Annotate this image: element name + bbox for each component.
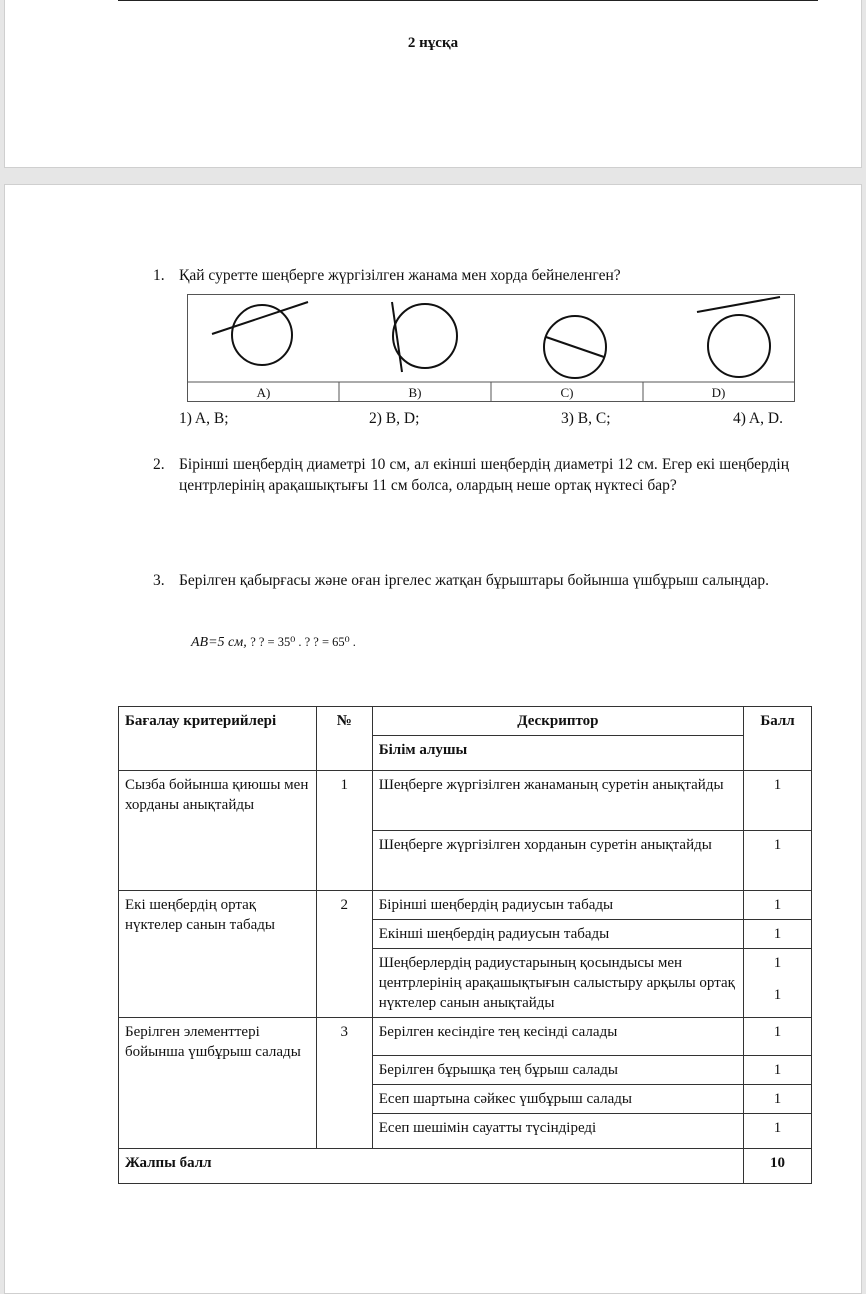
figure-label-a: A): [256, 385, 271, 400]
score-value: 1: [773, 955, 782, 971]
descriptor-cell: Есеп шартына сәйкес үшбұрыш салады: [372, 1085, 743, 1114]
score-cell: 1: [744, 1018, 812, 1056]
score-cell: 1: [744, 920, 812, 949]
variant-title: 2 нұсқа: [407, 35, 459, 51]
descriptor-cell: Екінші шеңбердің радиусын табады: [372, 920, 743, 949]
score-cell: 1: [744, 771, 812, 831]
figure-c-chord: [544, 316, 606, 378]
question-text: Бірінші шеңбердің диаметрі 10 см, ал екінші шеңбердің диаметрі 12 см. Егер екі шеңбердің центрлерінің арақашықтығы 11 см болса, олардың неше ортақ нүктесі бар?: [179, 456, 789, 494]
question-number: 3.: [153, 572, 165, 589]
score-cell: 1: [744, 891, 812, 920]
top-rule: [118, 0, 818, 1]
score-cell: 1: [744, 831, 812, 891]
criterion-number: 2: [316, 891, 372, 1018]
score-cell: 1: [744, 1114, 812, 1149]
header-criteria: Бағалау критерийлері: [119, 707, 317, 771]
question-number: 1.: [153, 267, 165, 284]
score-cell: 1: [744, 1085, 812, 1114]
given-side: AB=5 см,: [191, 635, 247, 650]
total-label: Жалпы балл: [119, 1149, 744, 1184]
descriptor-cell: Есеп шешімін сауатты түсіндіреді: [372, 1114, 743, 1149]
page-2: [4, 184, 862, 1294]
answer-option-1: 1) A, B;: [179, 410, 229, 427]
score-cell: [744, 949, 812, 1018]
total-value: 10: [744, 1149, 812, 1184]
answer-option-2: 2) B, D;: [369, 410, 420, 427]
answer-option-4: 4) A, D.: [733, 410, 783, 427]
descriptor-cell: Шеңберге жүргізілген хорданын суретін анықтайды: [372, 831, 743, 891]
descriptor-cell: Шеңберлердің радиустарының қосындысы мен центрлерінің арақашықтығын салыстыру арқылы ортақ нүктелер санын анықтайды: [372, 949, 743, 1018]
table-row: [119, 771, 812, 831]
question-1-figure: [187, 294, 795, 402]
criterion-cell: Берілген элементтері бойынша үшбұрыш салады: [119, 1018, 317, 1149]
descriptor-cell: Бірінші шеңбердің радиусын табады: [372, 891, 743, 920]
given-data: [191, 634, 356, 651]
given-angles: ? ? = 35⁰ . ? ? = 65⁰ .: [250, 635, 356, 649]
table-header-row: [119, 707, 812, 736]
score-cell: 1: [744, 1056, 812, 1085]
figure-label-d: D): [711, 385, 726, 400]
page-1-fragment: [4, 0, 862, 168]
criterion-number: 1: [316, 771, 372, 891]
figure-b-tangent: [392, 302, 457, 372]
figure-a-secant: [212, 302, 308, 365]
criterion-cell: Екі шеңбердің ортақ нүктелер санын табады: [119, 891, 317, 1018]
header-learner: Білім алушы: [372, 736, 743, 771]
header-descriptor: Дескриптор: [372, 707, 743, 736]
criterion-cell: Сызба бойынша қиюшы мен хорданы анықтайды: [119, 771, 317, 891]
figure-label-b: B): [408, 385, 422, 400]
descriptor-cell: Берілген бұрышқа тең бұрыш салады: [372, 1056, 743, 1085]
answer-option-3: 3) B, C;: [561, 410, 611, 427]
descriptor-cell: Шеңберге жүргізілген жанаманың суретін анықтайды: [372, 771, 743, 831]
question-text: Қай суретте шеңберге жүргізілген жанама мен хорда бейнеленген?: [179, 267, 621, 284]
header-number: №: [316, 707, 372, 771]
table-row: [119, 1018, 812, 1056]
figure-label-c: C): [560, 385, 574, 400]
table-total-row: [119, 1149, 812, 1184]
descriptor-cell: Берілген кесіндіге тең кесінді салады: [372, 1018, 743, 1056]
table-row: [119, 891, 812, 920]
header-score: Балл: [744, 707, 812, 771]
criterion-number: 3: [316, 1018, 372, 1149]
question-text: Берілген қабырғасы және оған іргелес жатқан бұрыштары бойынша үшбұрыш салыңдар.: [179, 572, 769, 589]
question-number: 2.: [153, 456, 165, 473]
score-value: 1: [773, 987, 782, 1003]
figure-d-line: [697, 297, 780, 377]
assessment-table: [118, 706, 812, 1184]
